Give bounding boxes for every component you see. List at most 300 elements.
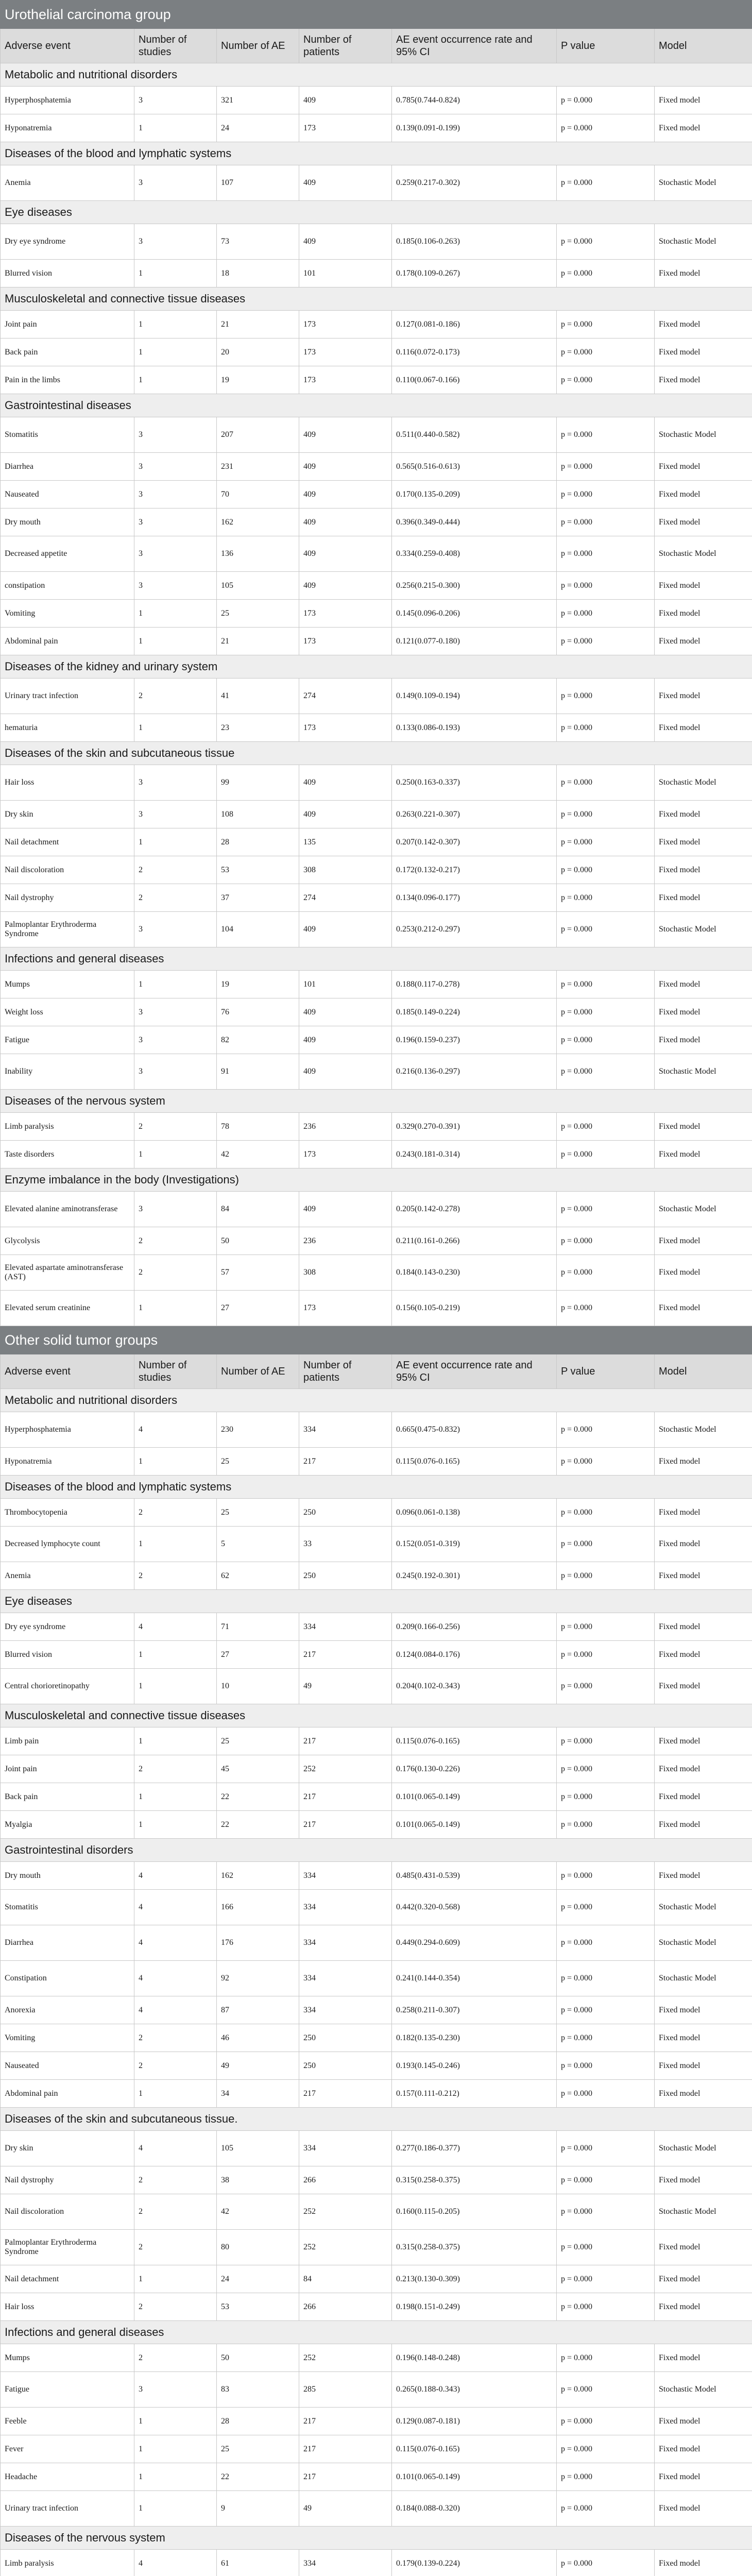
number-of-ae-cell: 87 [217,1996,299,2024]
column-header: Adverse event [1,1354,134,1389]
adverse-event-cell: Dry skin [1,801,134,828]
model-cell: Fixed model [655,2344,752,2372]
adverse-event-cell: Mumps [1,971,134,998]
table-row [1,1527,752,1562]
table-row [1,912,752,947]
number-of-ae-cell: 207 [217,417,299,453]
number-of-patients-cell: 334 [299,1961,392,1996]
adverse-event-cell: Fatigue [1,1026,134,1054]
model-cell: Stochastic Model [655,417,752,453]
model-cell: Stochastic Model [655,1890,752,1925]
adverse-event-cell: Decreased appetite [1,536,134,572]
adverse-event-cell: Pain in the limbs [1,366,134,394]
model-cell: Fixed model [655,260,752,287]
number-of-ae-cell: 84 [217,1192,299,1227]
p-value-cell: p = 0.000 [557,2491,655,2527]
number-of-patients-cell: 217 [299,1727,392,1755]
number-of-patients-cell: 173 [299,114,392,142]
model-cell: Fixed model [655,1641,752,1669]
adverse-event-cell: Hyperphosphatemia [1,1412,134,1448]
adverse-event-cell: Urinary tract infection [1,2491,134,2527]
occurrence-rate-cell: 0.785(0.744-0.824) [392,87,557,114]
table-row [1,1113,752,1141]
adverse-event-cell: Fatigue [1,2372,134,2408]
model-cell: Fixed model [655,366,752,394]
adverse-event-cell: Dry mouth [1,1862,134,1890]
adverse-event-cell: Joint pain [1,311,134,338]
adverse-event-cell: Hyponatremia [1,114,134,142]
number-of-ae-cell: 80 [217,2230,299,2265]
model-cell: Fixed model [655,1755,752,1783]
p-value-cell: p = 0.000 [557,2131,655,2166]
occurrence-rate-cell: 0.172(0.132-0.217) [392,856,557,884]
p-value-cell: p = 0.000 [557,114,655,142]
p-value-cell: p = 0.000 [557,165,655,201]
adverse-event-cell: Myalgia [1,1811,134,1839]
adverse-event-cell: Blurred vision [1,260,134,287]
table-row [1,1613,752,1641]
number-of-patients-cell: 409 [299,1026,392,1054]
number-of-patients-cell: 334 [299,1925,392,1961]
adverse-event-cell: Dry eye syndrome [1,224,134,260]
table-row [1,536,752,572]
p-value-cell: p = 0.000 [557,311,655,338]
adverse-event-cell: Thrombocytopenia [1,1499,134,1527]
section-title-row [1,1476,752,1499]
number-of-patients-cell: 49 [299,2491,392,2527]
number-of-studies-cell: 4 [134,2550,217,2576]
occurrence-rate-cell: 0.442(0.320-0.568) [392,1890,557,1925]
number-of-ae-cell: 25 [217,2435,299,2463]
section-title-row [1,2527,752,2550]
table-row [1,714,752,742]
p-value-cell: p = 0.000 [557,679,655,714]
model-cell: Fixed model [655,1562,752,1590]
number-of-patients-cell: 250 [299,1499,392,1527]
adverse-event-cell: Headache [1,2463,134,2491]
number-of-studies-cell: 1 [134,2080,217,2108]
number-of-ae-cell: 53 [217,856,299,884]
model-cell: Fixed model [655,600,752,628]
table-row [1,311,752,338]
number-of-patients-cell: 334 [299,1996,392,2024]
number-of-ae-cell: 37 [217,884,299,912]
model-cell: Fixed model [655,1669,752,1704]
adverse-event-cell: Nail dystrophy [1,884,134,912]
occurrence-rate-cell: 0.179(0.139-0.224) [392,2550,557,2576]
header-row [1,1354,752,1389]
number-of-ae-cell: 25 [217,600,299,628]
table-row [1,453,752,481]
p-value-cell: p = 0.000 [557,714,655,742]
adverse-event-cell: Diarrhea [1,1925,134,1961]
number-of-studies-cell: 1 [134,600,217,628]
adverse-event-cell: Hyponatremia [1,1448,134,1476]
occurrence-rate-cell: 0.245(0.192-0.301) [392,1562,557,1590]
number-of-ae-cell: 25 [217,1727,299,1755]
p-value-cell: p = 0.000 [557,2293,655,2321]
section-title: Enzyme imbalance in the body (Investigations) [1,1168,752,1192]
number-of-studies-cell: 1 [134,2435,217,2463]
adverse-event-cell: Nail dystrophy [1,2166,134,2194]
adverse-event-cell: Dry mouth [1,509,134,536]
number-of-ae-cell: 22 [217,1811,299,1839]
section-title: Diseases of the blood and lymphatic systems [1,142,752,165]
section-title: Metabolic and nutritional disorders [1,1389,752,1412]
table-row [1,1925,752,1961]
number-of-ae-cell: 108 [217,801,299,828]
number-of-ae-cell: 162 [217,509,299,536]
model-cell: Fixed model [655,2166,752,2194]
number-of-patients-cell: 266 [299,2293,392,2321]
model-cell: Fixed model [655,1783,752,1811]
occurrence-rate-cell: 0.115(0.076-0.165) [392,1448,557,1476]
p-value-cell: p = 0.000 [557,600,655,628]
occurrence-rate-cell: 0.196(0.148-0.248) [392,2344,557,2372]
adverse-event-cell: Back pain [1,1783,134,1811]
group-title-row [1,1,752,29]
number-of-patients-cell: 173 [299,1141,392,1168]
table-row [1,2463,752,2491]
number-of-patients-cell: 285 [299,2372,392,2408]
number-of-ae-cell: 46 [217,2024,299,2052]
number-of-studies-cell: 3 [134,912,217,947]
occurrence-rate-cell: 0.115(0.076-0.165) [392,2435,557,2463]
number-of-studies-cell: 1 [134,1783,217,1811]
table-row [1,600,752,628]
model-cell: Fixed model [655,1996,752,2024]
adverse-event-cell: Stomatitis [1,417,134,453]
occurrence-rate-cell: 0.188(0.117-0.278) [392,971,557,998]
occurrence-rate-cell: 0.193(0.145-0.246) [392,2052,557,2080]
p-value-cell: p = 0.000 [557,856,655,884]
column-header: Adverse event [1,29,134,63]
number-of-studies-cell: 3 [134,481,217,509]
occurrence-rate-cell: 0.211(0.161-0.266) [392,1227,557,1255]
model-cell: Fixed model [655,572,752,600]
number-of-patients-cell: 409 [299,165,392,201]
p-value-cell: p = 0.000 [557,1227,655,1255]
section-title-row [1,1168,752,1192]
number-of-patients-cell: 308 [299,856,392,884]
table-row [1,971,752,998]
number-of-studies-cell: 3 [134,453,217,481]
occurrence-rate-cell: 0.250(0.163-0.337) [392,765,557,801]
p-value-cell: p = 0.000 [557,87,655,114]
model-cell: Fixed model [655,453,752,481]
table-row [1,2435,752,2463]
table-row [1,998,752,1026]
number-of-patients-cell: 252 [299,2344,392,2372]
p-value-cell: p = 0.000 [557,1026,655,1054]
occurrence-rate-cell: 0.160(0.115-0.205) [392,2194,557,2230]
occurrence-rate-cell: 0.315(0.258-0.375) [392,2166,557,2194]
number-of-patients-cell: 409 [299,481,392,509]
occurrence-rate-cell: 0.176(0.130-0.226) [392,1755,557,1783]
p-value-cell: p = 0.000 [557,801,655,828]
model-cell: Fixed model [655,2491,752,2527]
number-of-ae-cell: 71 [217,1613,299,1641]
number-of-ae-cell: 22 [217,2463,299,2491]
number-of-patients-cell: 334 [299,1613,392,1641]
number-of-patients-cell: 274 [299,884,392,912]
number-of-ae-cell: 34 [217,2080,299,2108]
column-header: Number of AE [217,1354,299,1389]
number-of-studies-cell: 4 [134,1890,217,1925]
number-of-ae-cell: 230 [217,1412,299,1448]
number-of-studies-cell: 1 [134,971,217,998]
occurrence-rate-cell: 0.265(0.188-0.343) [392,2372,557,2408]
adverse-event-cell: constipation [1,572,134,600]
occurrence-rate-cell: 0.565(0.516-0.613) [392,453,557,481]
p-value-cell: p = 0.000 [557,628,655,655]
number-of-ae-cell: 49 [217,2052,299,2080]
number-of-patients-cell: 217 [299,1641,392,1669]
number-of-patients-cell: 173 [299,366,392,394]
number-of-ae-cell: 5 [217,1527,299,1562]
number-of-patients-cell: 236 [299,1227,392,1255]
table-row [1,1961,752,1996]
number-of-patients-cell: 409 [299,87,392,114]
number-of-studies-cell: 3 [134,165,217,201]
column-header: Number of AE [217,29,299,63]
adverse-event-cell: Joint pain [1,1755,134,1783]
table-row [1,114,752,142]
p-value-cell: p = 0.000 [557,338,655,366]
number-of-ae-cell: 73 [217,224,299,260]
number-of-patients-cell: 252 [299,1755,392,1783]
adverse-event-cell: Abdominal pain [1,2080,134,2108]
section-title: Musculoskeletal and connective tissue diseases [1,287,752,311]
adverse-event-cell: Inability [1,1054,134,1090]
table-body [1,1,752,2576]
number-of-ae-cell: 41 [217,679,299,714]
occurrence-rate-cell: 0.184(0.143-0.230) [392,1255,557,1291]
p-value-cell: p = 0.000 [557,971,655,998]
number-of-studies-cell: 1 [134,2265,217,2293]
number-of-studies-cell: 3 [134,572,217,600]
number-of-patients-cell: 334 [299,2131,392,2166]
adverse-event-cell: Elevated aspartate aminotransferase (AST) [1,1255,134,1291]
number-of-patients-cell: 173 [299,628,392,655]
number-of-studies-cell: 4 [134,1862,217,1890]
adverse-event-cell: Urinary tract infection [1,679,134,714]
number-of-patients-cell: 173 [299,600,392,628]
number-of-studies-cell: 2 [134,1499,217,1527]
p-value-cell: p = 0.000 [557,1862,655,1890]
column-header: AE event occurrence rate and 95% CI [392,29,557,63]
p-value-cell: p = 0.000 [557,1925,655,1961]
p-value-cell: p = 0.000 [557,1890,655,1925]
number-of-ae-cell: 42 [217,2194,299,2230]
number-of-patients-cell: 101 [299,971,392,998]
number-of-ae-cell: 107 [217,165,299,201]
number-of-patients-cell: 409 [299,224,392,260]
number-of-studies-cell: 2 [134,1227,217,1255]
adverse-event-cell: Vomiting [1,2024,134,2052]
table-row [1,1192,752,1227]
number-of-ae-cell: 53 [217,2293,299,2321]
number-of-ae-cell: 83 [217,2372,299,2408]
p-value-cell: p = 0.000 [557,417,655,453]
number-of-ae-cell: 91 [217,1054,299,1090]
section-title-row [1,1839,752,1862]
number-of-ae-cell: 321 [217,87,299,114]
table-row [1,884,752,912]
model-cell: Fixed model [655,801,752,828]
table-row [1,1811,752,1839]
model-cell: Fixed model [655,1026,752,1054]
number-of-ae-cell: 25 [217,1448,299,1476]
number-of-ae-cell: 50 [217,2344,299,2372]
number-of-patients-cell: 409 [299,572,392,600]
number-of-studies-cell: 3 [134,1054,217,1090]
number-of-studies-cell: 1 [134,828,217,856]
number-of-studies-cell: 1 [134,2491,217,2527]
occurrence-rate-cell: 0.243(0.181-0.314) [392,1141,557,1168]
section-title: Eye diseases [1,1590,752,1613]
model-cell: Stochastic Model [655,1192,752,1227]
section-title: Diseases of the skin and subcutaneous tissue [1,742,752,765]
section-title: Diseases of the blood and lymphatic systems [1,1476,752,1499]
number-of-patients-cell: 409 [299,998,392,1026]
table-row [1,2265,752,2293]
number-of-studies-cell: 4 [134,1925,217,1961]
model-cell: Fixed model [655,1499,752,1527]
number-of-patients-cell: 334 [299,1412,392,1448]
table-row [1,1448,752,1476]
model-cell: Fixed model [655,828,752,856]
number-of-patients-cell: 49 [299,1669,392,1704]
model-cell: Fixed model [655,2265,752,2293]
table-row [1,1291,752,1326]
adverse-event-cell: Feeble [1,2408,134,2435]
number-of-patients-cell: 217 [299,1448,392,1476]
section-title-row [1,394,752,417]
number-of-ae-cell: 38 [217,2166,299,2194]
occurrence-rate-cell: 0.185(0.106-0.263) [392,224,557,260]
adverse-event-cell: Nauseated [1,2052,134,2080]
table-row [1,1755,752,1783]
occurrence-rate-cell: 0.315(0.258-0.375) [392,2230,557,2265]
table-row [1,2230,752,2265]
group-title-row [1,1326,752,1354]
number-of-patients-cell: 217 [299,2463,392,2491]
p-value-cell: p = 0.000 [557,2408,655,2435]
number-of-patients-cell: 250 [299,1562,392,1590]
model-cell: Fixed model [655,1141,752,1168]
adverse-event-cell: Limb pain [1,1727,134,1755]
table-row [1,765,752,801]
p-value-cell: p = 0.000 [557,453,655,481]
model-cell: Stochastic Model [655,165,752,201]
section-title-row [1,655,752,679]
occurrence-rate-cell: 0.329(0.270-0.391) [392,1113,557,1141]
adverse-event-cell: Nail discoloration [1,2194,134,2230]
p-value-cell: p = 0.000 [557,481,655,509]
table-row [1,1862,752,1890]
adverse-event-cell: Anemia [1,1562,134,1590]
number-of-ae-cell: 19 [217,366,299,394]
number-of-ae-cell: 42 [217,1141,299,1168]
occurrence-rate-cell: 0.152(0.051-0.319) [392,1527,557,1562]
p-value-cell: p = 0.000 [557,1054,655,1090]
model-cell: Fixed model [655,87,752,114]
number-of-patients-cell: 409 [299,801,392,828]
table-row [1,2052,752,2080]
occurrence-rate-cell: 0.207(0.142-0.307) [392,828,557,856]
table-row [1,2293,752,2321]
p-value-cell: p = 0.000 [557,2194,655,2230]
p-value-cell: p = 0.000 [557,2550,655,2576]
table-row [1,1054,752,1090]
table-row [1,1026,752,1054]
number-of-studies-cell: 1 [134,260,217,287]
section-title: Infections and general diseases [1,2321,752,2344]
model-cell: Fixed model [655,2463,752,2491]
number-of-studies-cell: 4 [134,1412,217,1448]
number-of-patients-cell: 409 [299,536,392,572]
header-row [1,29,752,63]
table-row [1,1727,752,1755]
occurrence-rate-cell: 0.449(0.294-0.609) [392,1925,557,1961]
number-of-studies-cell: 2 [134,2344,217,2372]
occurrence-rate-cell: 0.511(0.440-0.582) [392,417,557,453]
number-of-studies-cell: 4 [134,2131,217,2166]
number-of-ae-cell: 22 [217,1783,299,1811]
table-row [1,2080,752,2108]
number-of-patients-cell: 135 [299,828,392,856]
table-row [1,2024,752,2052]
number-of-studies-cell: 1 [134,1641,217,1669]
table-row [1,2491,752,2527]
table-row [1,1996,752,2024]
number-of-studies-cell: 1 [134,628,217,655]
table-row [1,224,752,260]
occurrence-rate-cell: 0.127(0.081-0.186) [392,311,557,338]
occurrence-rate-cell: 0.396(0.349-0.444) [392,509,557,536]
table-row [1,2344,752,2372]
number-of-studies-cell: 1 [134,311,217,338]
occurrence-rate-cell: 0.204(0.102-0.343) [392,1669,557,1704]
adverse-event-cell: Dry skin [1,2131,134,2166]
occurrence-rate-cell: 0.253(0.212-0.297) [392,912,557,947]
number-of-studies-cell: 2 [134,1755,217,1783]
number-of-patients-cell: 334 [299,1862,392,1890]
number-of-studies-cell: 2 [134,2194,217,2230]
model-cell: Fixed model [655,1811,752,1839]
p-value-cell: p = 0.000 [557,765,655,801]
table-row [1,366,752,394]
number-of-patients-cell: 308 [299,1255,392,1291]
p-value-cell: p = 0.000 [557,1113,655,1141]
occurrence-rate-cell: 0.198(0.151-0.249) [392,2293,557,2321]
column-header: Model [655,1354,752,1389]
table-row [1,165,752,201]
number-of-studies-cell: 1 [134,366,217,394]
table-row [1,1499,752,1527]
p-value-cell: p = 0.000 [557,2024,655,2052]
p-value-cell: p = 0.000 [557,1961,655,1996]
occurrence-rate-cell: 0.110(0.067-0.166) [392,366,557,394]
occurrence-rate-cell: 0.133(0.086-0.193) [392,714,557,742]
occurrence-rate-cell: 0.115(0.076-0.165) [392,1727,557,1755]
model-cell: Fixed model [655,856,752,884]
occurrence-rate-cell: 0.145(0.096-0.206) [392,600,557,628]
number-of-studies-cell: 2 [134,884,217,912]
section-title: Diseases of the nervous system [1,2527,752,2550]
table-row [1,679,752,714]
